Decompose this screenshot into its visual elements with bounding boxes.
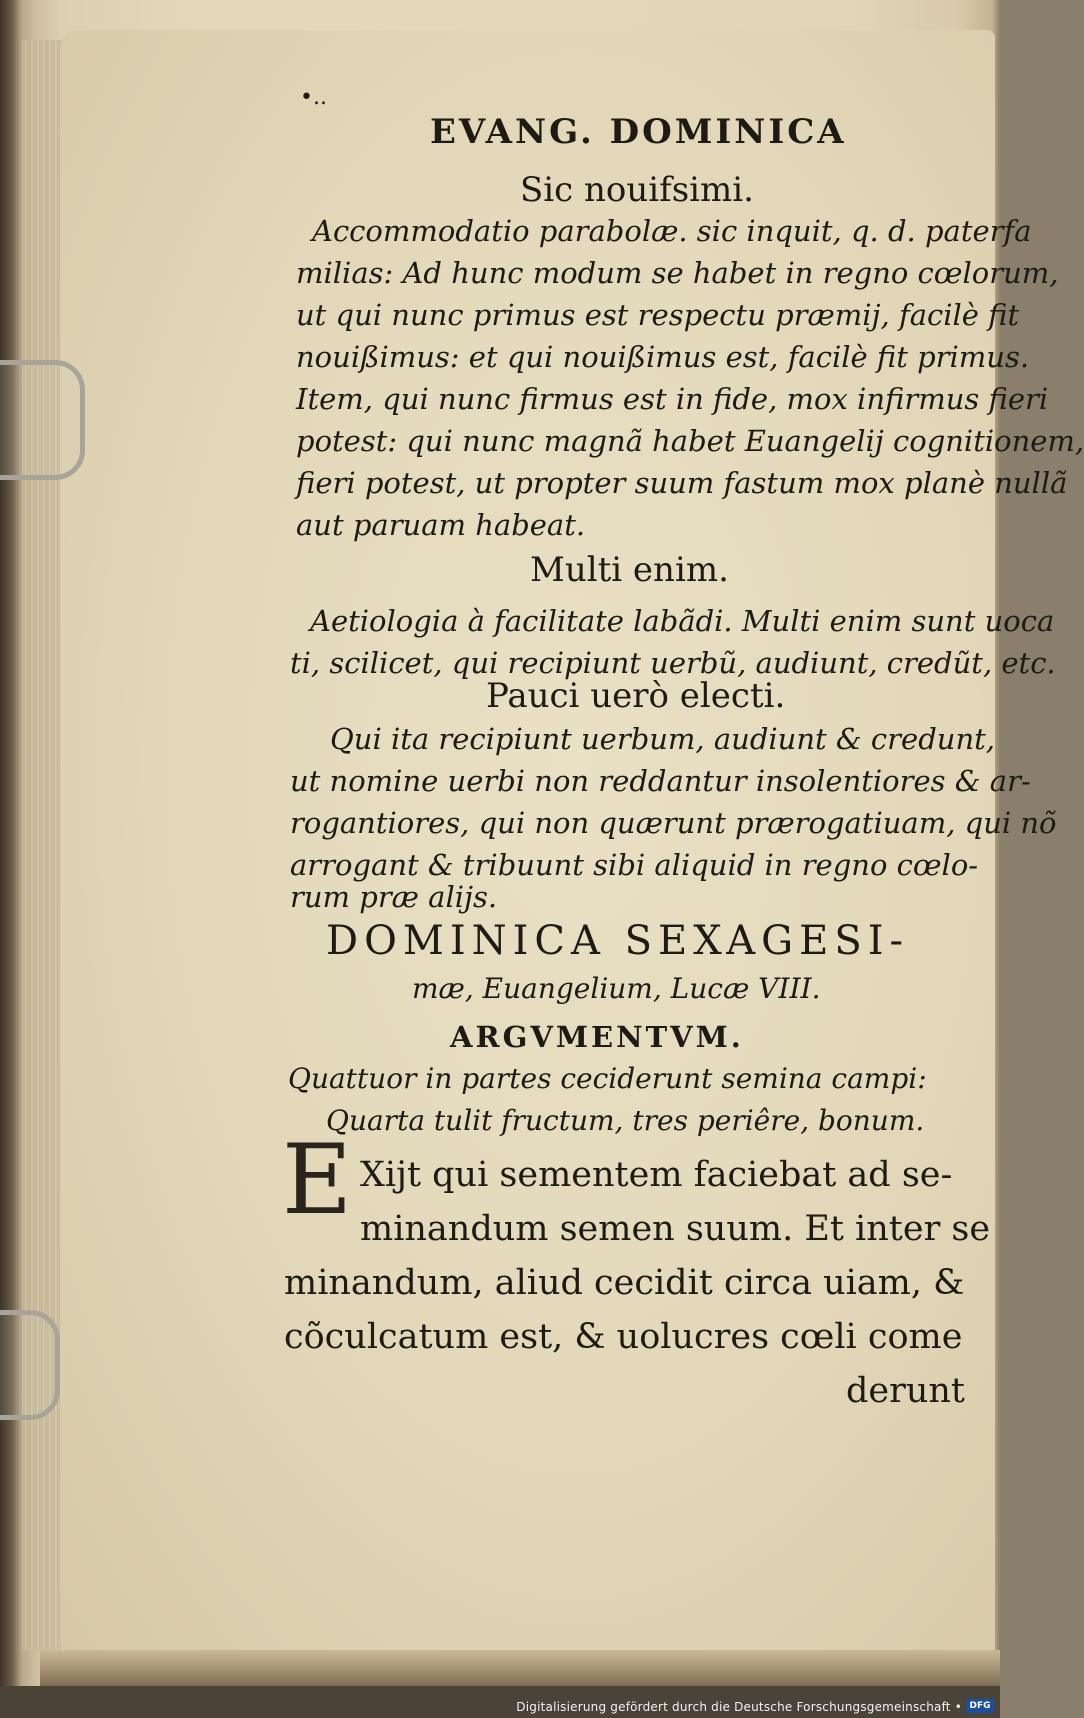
page-clip-bottom	[0, 1310, 60, 1420]
text-line: aut paruam habeat.	[296, 508, 586, 542]
book-bottom-edge	[40, 1650, 1000, 1686]
dominica-subheading: mæ, Euangelium, Lucæ VIII.	[412, 972, 821, 1005]
page-clip-top	[0, 360, 85, 480]
funding-notice: Digitalisierung gefördert durch die Deutsche Forschungsgemeinschaft •	[516, 1700, 962, 1714]
dominica-heading: DOMINICA SEXAGESI-	[326, 918, 910, 964]
gospel-line: minandum semen suum. Et inter se	[360, 1209, 991, 1249]
text-line: arrogant & tribuunt sibi aliquid in regno cœlo-	[290, 848, 979, 882]
section-heading-novissimi: Sic nouifsimi.	[520, 170, 754, 210]
verse-line: Quarta tulit fructum, tres periêre, bonum.	[326, 1104, 925, 1137]
running-head: EVANG. DOMINICA	[430, 112, 847, 152]
text-line: Accommodatio parabolæ. sic inquit, q. d. paterfa	[312, 214, 1032, 248]
verse-line: Quattuor in partes ceciderunt semina campi:	[288, 1062, 927, 1095]
section-heading-multi: Multi enim.	[530, 550, 729, 590]
text-line: fieri potest, ut propter suum fastum mox planè nullã	[296, 466, 1068, 500]
text-line: potest: qui nunc magnã habet Euangelij cognitionem,	[296, 424, 1084, 458]
text-line: ti, scilicet, qui recipiunt uerbũ, audiunt, credũt, etc.	[290, 646, 1056, 680]
gospel-line: minandum, aliud cecidit circa uiam, &	[284, 1263, 965, 1303]
gospel-line: Xijt qui sementem faciebat ad se-	[360, 1155, 953, 1195]
text-line: ut qui nunc primus est respectu præmij, facilè fit	[296, 298, 1020, 332]
text-line: rum præ alijs.	[290, 880, 498, 914]
gospel-line: cõculcatum est, & uolucres cœli come	[284, 1317, 963, 1357]
text-line: nouißimus: et qui nouißimus est, facilè fit primus.	[296, 340, 1030, 374]
corner-mark: •..	[300, 85, 327, 110]
text-line: Item, qui nunc firmus est in fide, mox infirmus fieri	[296, 382, 1049, 416]
text-line: ut nomine uerbi non reddantur insolentiores & ar-	[290, 764, 1031, 798]
text-line: Aetiologia à facilitate labãdi. Multi enim sunt uoca	[310, 604, 1055, 638]
decorated-initial: E	[282, 1124, 353, 1236]
text-line: rogantiores, qui non quærunt prærogatiuam, qui nõ	[290, 806, 1057, 840]
text-line: milias: Ad hunc modum se habet in regno cœlorum,	[296, 256, 1059, 290]
catchword: derunt	[846, 1371, 965, 1411]
dfg-logo: DFG	[966, 1699, 994, 1713]
text-line: Qui ita recipiunt uerbum, audiunt & credunt,	[330, 722, 995, 756]
section-heading-pauci: Pauci uerò electi.	[486, 676, 786, 716]
argumentum-heading: ARGVMENTVM.	[450, 1020, 744, 1054]
